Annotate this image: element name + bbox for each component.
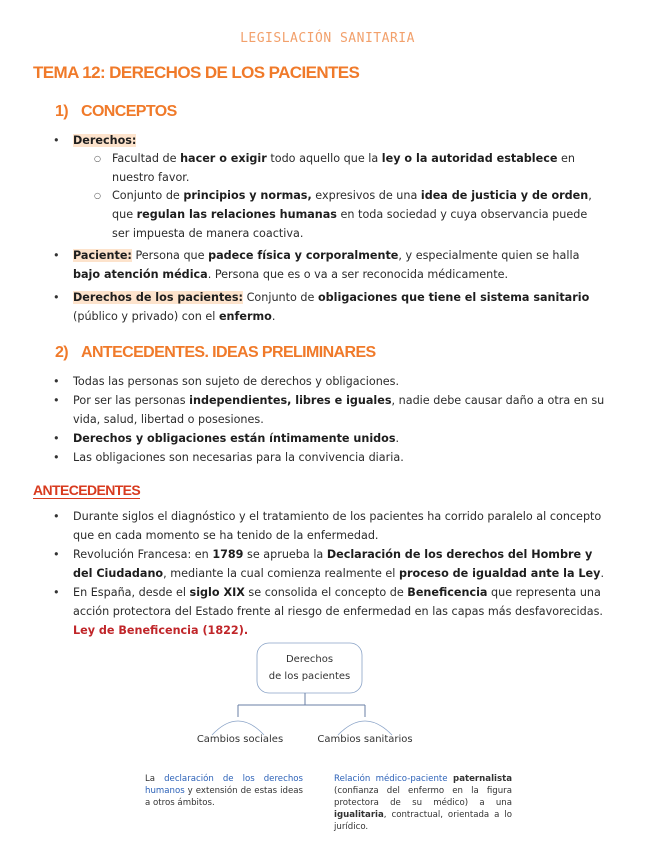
section-title: CONCEPTOS bbox=[81, 103, 177, 120]
diagram-left-arc bbox=[212, 721, 264, 735]
diagram-root-box bbox=[257, 643, 362, 693]
list-item-derechos-pacientes: • Derechos de los pacientes: Conjunto de obligaciones que tiene el sistema sanitario (público y privado) con el enfermo. bbox=[73, 288, 603, 326]
section-number: 1) bbox=[55, 103, 69, 120]
list-item-sub1: ○ Facultad de hacer o exigir todo aquello que la ley o la autoridad establece en nuestro favor. bbox=[112, 149, 592, 187]
list-item: • Por ser las personas independientes, libres e iguales, nadie debe causar daño a otra en su vida, salud, libertad o posesiones. bbox=[73, 391, 608, 429]
list-item: • Todas las personas son sujeto de derechos y obligaciones. bbox=[73, 372, 603, 391]
diagram-root-line2: de los pacientes bbox=[268, 671, 351, 682]
list-item: • Durante siglos el diagnóstico y el tratamiento de los pacientes ha corrido paralelo al concepto que en cada momento se ha tenido de la enfermedad. bbox=[73, 507, 608, 545]
list-item: • Revolución Francesa: en 1789 se aprueba la Declaración de los derechos del Hombre y del Ciudadano, mediante la cual comienza realmente el proceso de igualdad ante la Ley. bbox=[73, 545, 608, 583]
term-derechos: Derechos: bbox=[73, 134, 137, 147]
list-item: • En España, desde el siglo XIX se consolida el concepto de Beneficencia que representa una acción protectora del Estado frente al riesgo de enfermedad en las capas más desfavorecidas. Ley de Beneficencia (1822). bbox=[73, 583, 608, 640]
subheading-antecedentes: ANTECEDENTES bbox=[33, 482, 141, 498]
diagram-left-description: La declaración de los derechos humanos y extensión de estas ideas a otros ámbitos. bbox=[145, 774, 303, 808]
section-number: 2) bbox=[55, 344, 69, 361]
list-item: • Derechos y obligaciones están íntimamente unidos. bbox=[73, 429, 603, 448]
document-header: LEGISLACIÓN SANITARIA bbox=[240, 31, 415, 46]
diagram-root-line1: Derechos bbox=[285, 654, 334, 665]
list-item-paciente: • Paciente: Persona que padece física y corporalmente, y especialmente quien se halla bajo atención médica. Persona que es o va a ser reconocida médicamente. bbox=[73, 246, 603, 284]
page-title: TEMA 12: DERECHOS DE LOS PACIENTES bbox=[33, 63, 360, 82]
diagram-right-arc bbox=[338, 721, 392, 735]
section-title: ANTECEDENTES. IDEAS PRELIMINARES bbox=[81, 344, 376, 361]
list-item: • Las obligaciones son necesarias para la convivencia diaria. bbox=[73, 448, 603, 467]
diagram-left-label: Cambios sociales bbox=[196, 734, 284, 745]
diagram-right-description: Relación médico-paciente paternalista (confianza del enfermo en la figura protectora de su médico) a una igualitaria, contractual, orientada a lo jurídico. bbox=[334, 774, 512, 832]
list-item-sub2: ○ Conjunto de principios y normas, expresivos de una idea de justicia y de orden, que regulan las relaciones humanas en toda sociedad y cuya observancia puede ser impuesta de manera coactiva. bbox=[112, 186, 602, 243]
diagram-right-label: Cambios sanitarios bbox=[317, 734, 413, 745]
